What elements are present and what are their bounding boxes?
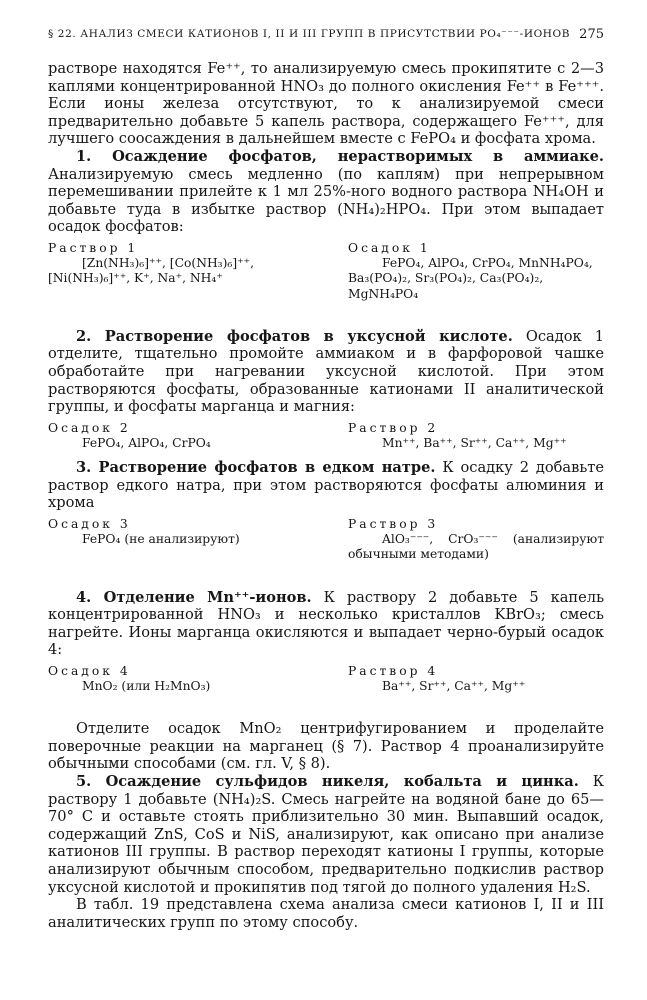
step3-heading: 3. Растворение фосфатов в едком натре.	[76, 459, 436, 477]
step5-paragraph	[48, 773, 604, 896]
step2-heading: 2. Растворение фосфатов в уксусной кислоте.	[76, 327, 513, 345]
step2-scheme	[48, 421, 604, 451]
step2-paragraph	[48, 328, 604, 416]
closing-paragraph: В табл. 19 представлена схема анализа смеси катионов I, II и III аналитических групп по этому способу.	[48, 896, 604, 931]
step2-right	[348, 421, 604, 451]
step4-after-paragraph: Отделите осадок MnO₂ центрифугированием и проделайте поверочные реакции на марганец (§ 7). Раствор 4 проанализируйте обычными способами (см. гл. V, § 8).	[48, 720, 604, 773]
precipitate3-line: FePO₄ (не анализируют)	[82, 532, 240, 547]
solution3-label: Раствор 3	[348, 516, 439, 531]
step1-left	[48, 241, 348, 302]
step1-right	[348, 241, 604, 302]
book-page	[48, 24, 604, 931]
solution4-line: Ba⁺⁺, Sr⁺⁺, Ca⁺⁺, Mg⁺⁺	[382, 679, 526, 694]
spacer	[48, 310, 604, 328]
step4-left	[48, 664, 348, 694]
solution4-label: Раствор 4	[348, 663, 439, 678]
solution2-label: Раствор 2	[348, 420, 439, 435]
step1-text: Анализируемую смесь медленно (по каплям) при непрерывном перемешивании прилейте к 1 мл 25%-ного водного раствора NH₄OH и добавьте туда в избытке раствор (NH₄)₂HPO₄. При этом выпадает осадок фосфатов:	[48, 165, 604, 236]
step2-text: Осадок 1 отделите, тщательно промойте аммиаком и в фарфоровой чашке обработайте при нагревании уксусной кислотой. При этом растворяются фосфаты, образованные катионами II аналитической группы, и фосфаты марганца и магния:	[48, 327, 604, 416]
step4-right	[348, 664, 604, 694]
step5-text: К раствору 1 добавьте (NH₄)₂S. Смесь нагрейте на водяной бане до 65—70° C и оставьте стоять приблизительно 30 мин. Выпавший осадок, содержащий ZnS, CoS и NiS, анализируют, как описано при анализе катионов III группы. В раствор переходят катионы I группы, которые анализируют обычным способом, предварительно подкислив раствор уксусной кислотой и прокипятив под тягой до полного удаления H₂S.	[48, 773, 604, 896]
precipitate4-label: Осадок 4	[48, 663, 131, 678]
header-title: § 22. АНАЛИЗ СМЕСИ КАТИОНОВ I, II И III ГРУПП В ПРИСУТСТВИИ PO₄⁻⁻⁻-ИОНОВ	[48, 28, 571, 40]
intro-paragraph: растворе находятся Fe⁺⁺, то анализируемую смесь прокипятите с 2—3 каплями концентрированной HNO₃ до полного окисления Fe⁺⁺ в Fe⁺⁺⁺. Если ионы железа отсутствуют, то к анализируемой смеси предварительно добавьте 5 капель раствора, содержащего Fe⁺⁺⁺, для лучшего соосаждения в дальнейшем вместе с FePO₄ и фосфата хрома.	[48, 60, 604, 148]
analysis-note-cont: обычными методами)	[348, 547, 489, 562]
step4-text: К раствору 2 добавьте 5 капель концентрированной HNO₃ и несколько кристаллов KBrO₃; смесь нагрейте. Ионы марганца окисляются и выпадает черно-бурый осадок 4:	[48, 588, 605, 659]
spacer	[48, 571, 604, 589]
solution1-label: Раствор 1	[48, 240, 139, 255]
solution1-line: [Ni(NH₃)₆]⁺⁺, K⁺, Na⁺, NH₄⁺	[48, 271, 223, 286]
precipitate1-line: FePO₄, AlPO₄, CrPO₄, MnNH₄PO₄,	[382, 256, 593, 271]
step2-left	[48, 421, 348, 451]
aluminate-ion: AlO₃⁻⁻⁻,	[382, 532, 434, 547]
precipitate1-label: Осадок 1	[348, 240, 431, 255]
step1-scheme	[48, 241, 604, 302]
step1-paragraph	[48, 148, 604, 236]
precipitate1-line: MgNH₄PO₄	[348, 286, 419, 301]
solution3-line	[348, 532, 604, 547]
precipitate4-line: MnO₂ (или H₂MnO₃)	[82, 679, 211, 694]
step3-left	[48, 517, 348, 563]
analysis-note: (анализируют	[512, 532, 604, 547]
precipitate2-line: FePO₄, AlPO₄, CrPO₄	[82, 435, 211, 450]
page-number: 275	[579, 26, 604, 42]
step3-scheme	[48, 517, 604, 563]
spacer	[48, 702, 604, 720]
solution2-line: Mn⁺⁺, Ba⁺⁺, Sr⁺⁺, Ca⁺⁺, Mg⁺⁺	[382, 435, 567, 450]
precipitate3-label: Осадок 3	[48, 516, 131, 531]
precipitate1-line: Ba₃(PO₄)₂, Sr₃(PO₄)₂, Ca₃(PO₄)₂,	[348, 271, 544, 286]
chromite-ion: CrO₃⁻⁻⁻	[448, 532, 498, 547]
step4-scheme	[48, 664, 604, 694]
step3-paragraph	[48, 459, 604, 512]
step4-heading: 4. Отделение Mn⁺⁺-ионов.	[76, 588, 312, 606]
solution1-line: [Zn(NH₃)₆]⁺⁺, [Co(NH₃)₆]⁺⁺,	[82, 256, 255, 271]
step3-text: К осадку 2 добавьте раствор едкого натра, при этом растворяются фосфаты алюминия и хрома	[48, 459, 605, 512]
step1-heading: 1. Осаждение фосфатов, нерастворимых в аммиаке.	[76, 147, 604, 165]
running-header	[48, 24, 604, 44]
precipitate2-label: Осадок 2	[48, 420, 131, 435]
step4-paragraph	[48, 589, 604, 659]
step3-right	[348, 517, 604, 563]
step5-heading: 5. Осаждение сульфидов никеля, кобальта и цинка.	[76, 773, 579, 791]
